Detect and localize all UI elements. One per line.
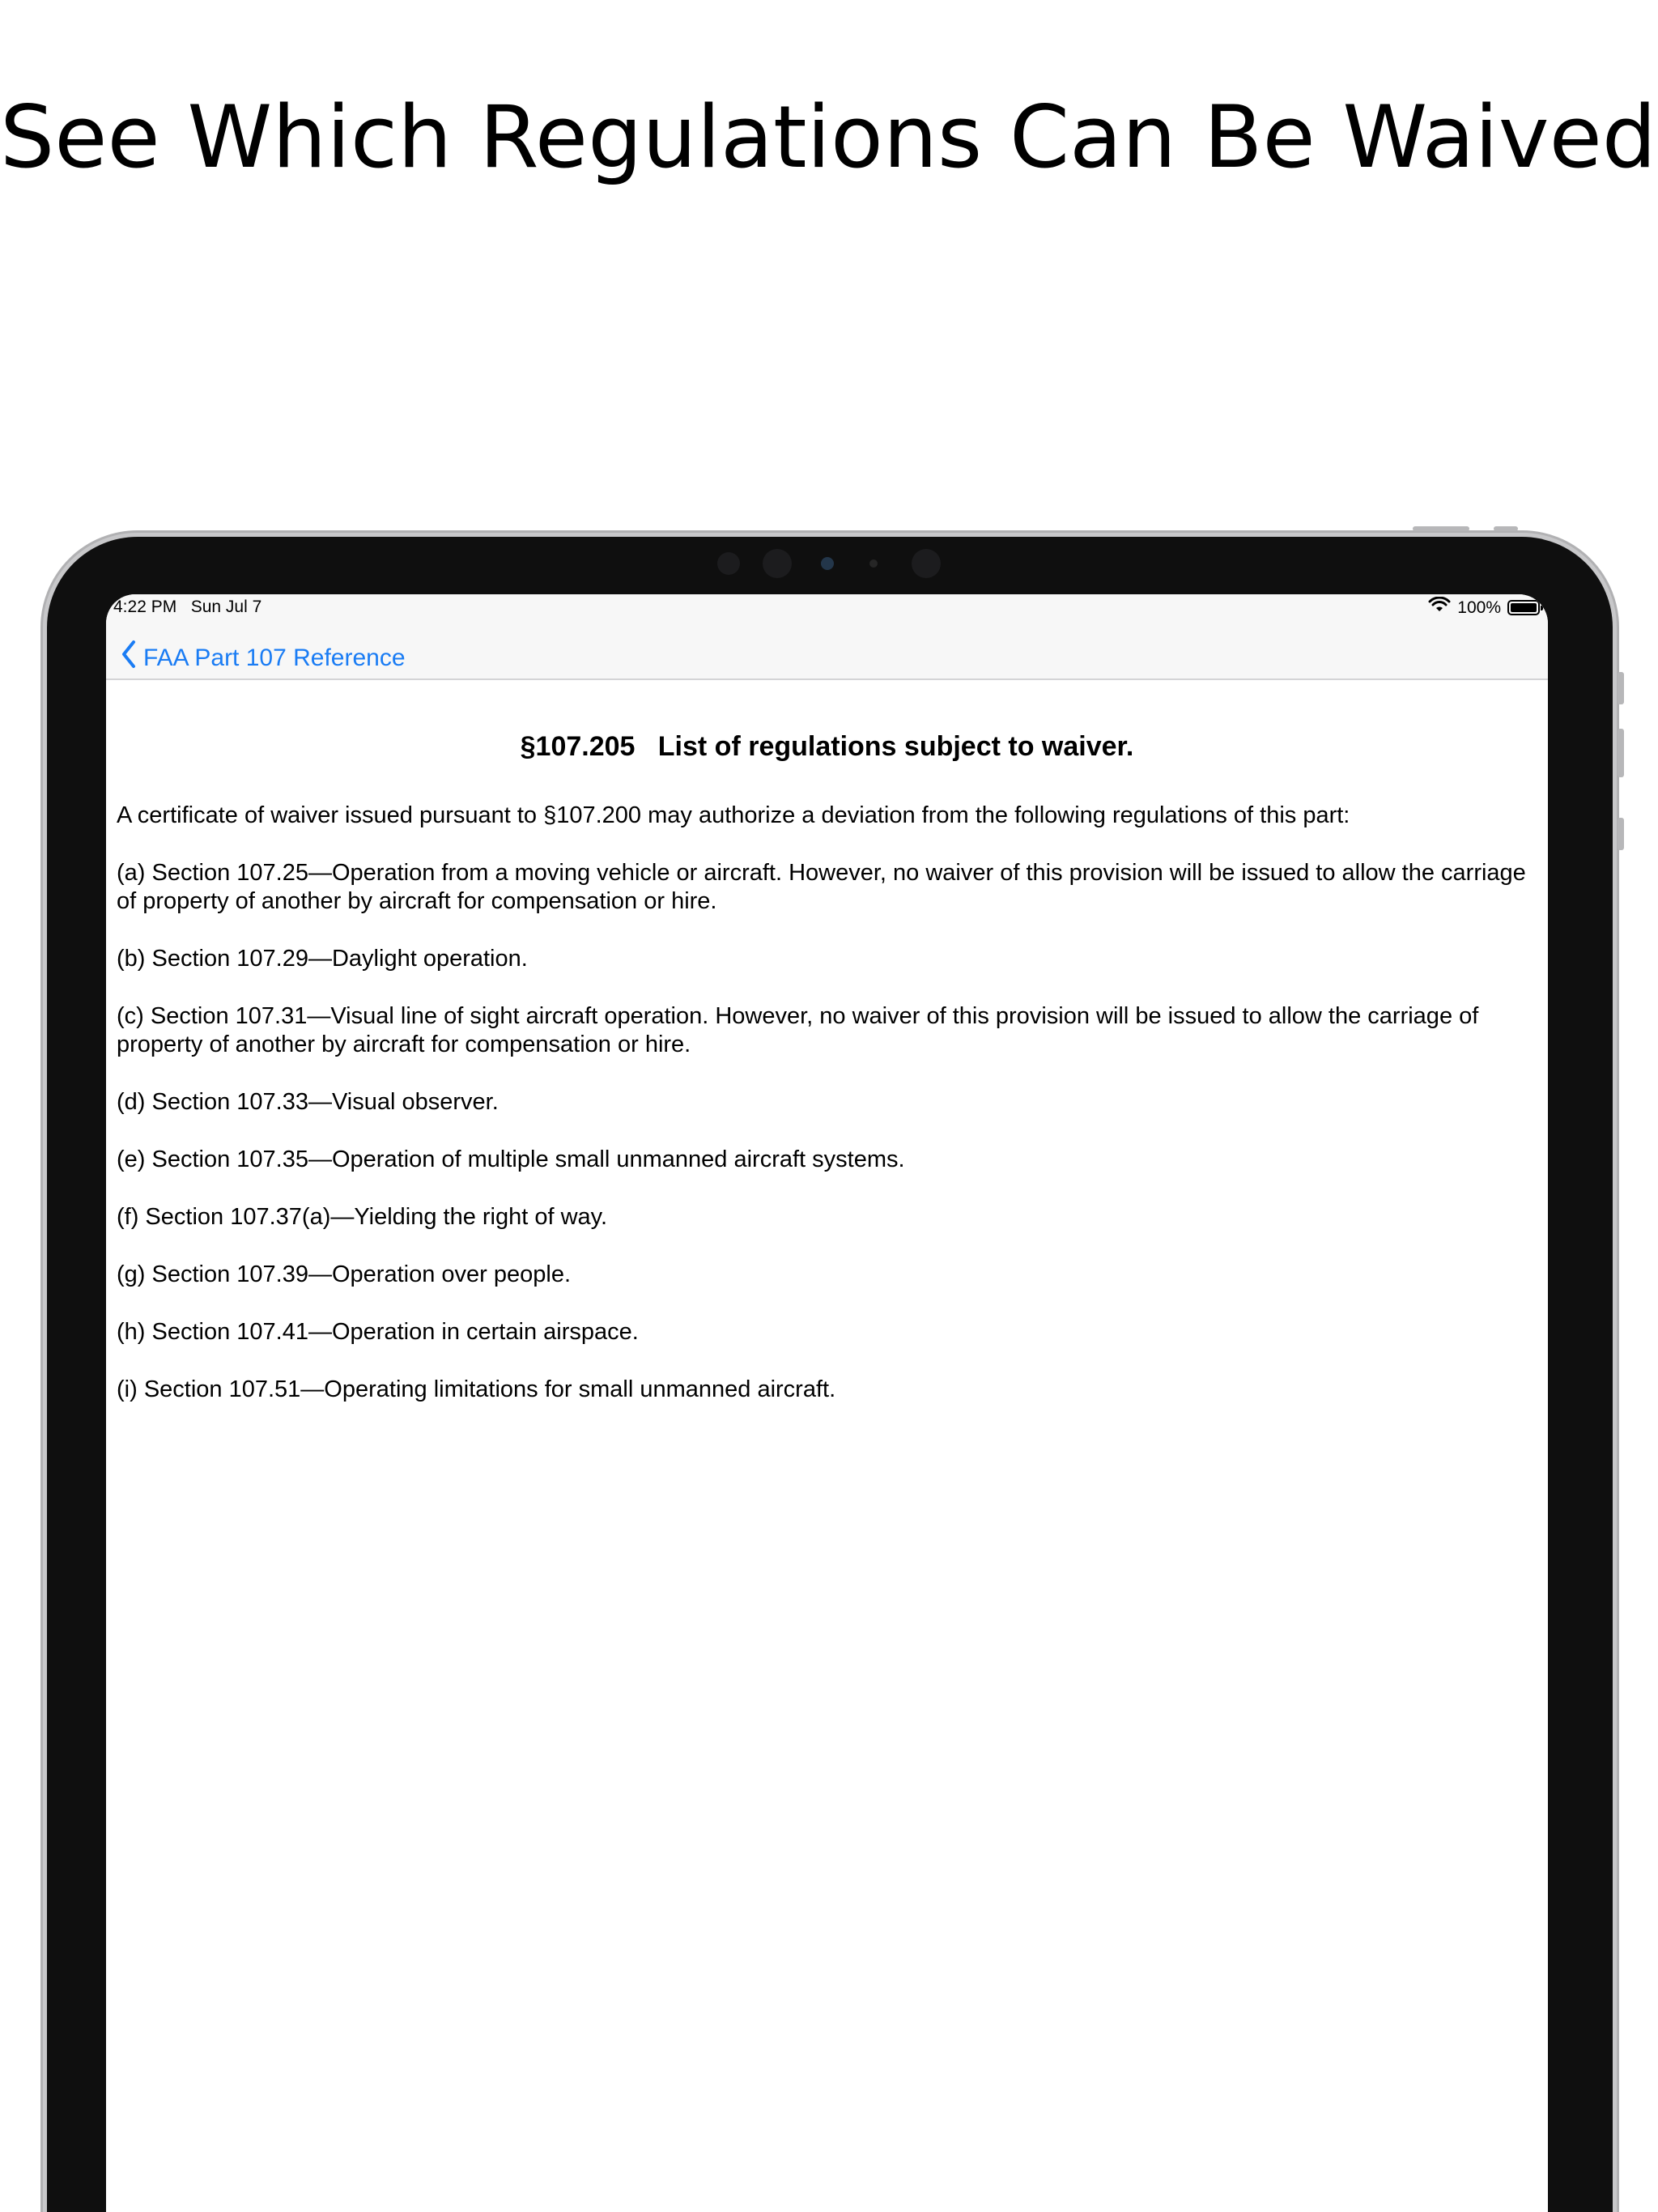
list-item: (c) Section 107.31—Visual line of sight aircraft operation. However, no waiver of this provision will be issued to allow the carriage of property of another by aircraft for compensation or hire. — [117, 1003, 1479, 1057]
top-button — [1413, 526, 1469, 531]
battery-icon — [1507, 600, 1540, 615]
list-item: (a) Section 107.25—Operation from a moving vehicle or aircraft. However, no waiver of this provision will be issued to allow the carriage of property of another by aircraft for compensation or hire. — [117, 860, 1526, 914]
status-bar — [106, 594, 1548, 630]
volume-down-button — [1618, 729, 1624, 777]
status-clock: 4:22 PM — [113, 598, 177, 616]
chevron-left-icon — [121, 640, 137, 676]
back-button[interactable] — [121, 640, 406, 676]
section-title: §107.205 List of regulations subject to waiver. — [520, 731, 1134, 762]
list-item: (g) Section 107.39—Operation over people. — [117, 1261, 572, 1287]
list-item: (d) Section 107.33—Visual observer. — [117, 1089, 499, 1115]
list-item: (b) Section 107.29—Daylight operation. — [117, 946, 528, 972]
regulation-content — [117, 730, 1537, 1433]
camera-sensor-2 — [912, 549, 941, 578]
navigation-bar — [106, 630, 1548, 680]
camera-dot — [869, 559, 878, 568]
battery-percent: 100% — [1457, 598, 1501, 617]
status-indicators — [1428, 597, 1540, 619]
side-button — [1618, 818, 1624, 850]
list-item: (e) Section 107.35—Operation of multiple small unmanned aircraft systems. — [117, 1146, 905, 1172]
headline-text: See Which Regulations Can Be Waived — [0, 87, 1657, 187]
top-button-2 — [1494, 526, 1518, 531]
status-date: Sun Jul 7 — [190, 598, 262, 616]
wifi-icon — [1428, 597, 1451, 619]
headline — [0, 85, 1658, 196]
intro-paragraph: A certificate of waiver issued pursuant to §107.200 may authorize a deviation from the following regulations of this part: — [117, 802, 1350, 828]
status-time — [113, 596, 261, 619]
app-screen — [106, 594, 1548, 2212]
list-item: (f) Section 107.37(a)—Yielding the right of way. — [117, 1204, 608, 1230]
volume-up-button — [1618, 672, 1624, 704]
camera-sensor — [717, 552, 740, 575]
list-item: (i) Section 107.51—Operating limitations for small unmanned aircraft. — [117, 1376, 836, 1402]
back-button-label: FAA Part 107 Reference — [143, 644, 406, 671]
camera-lens — [763, 549, 792, 578]
list-item: (h) Section 107.41—Operation in certain airspace. — [117, 1319, 639, 1345]
camera-flash — [821, 557, 834, 570]
